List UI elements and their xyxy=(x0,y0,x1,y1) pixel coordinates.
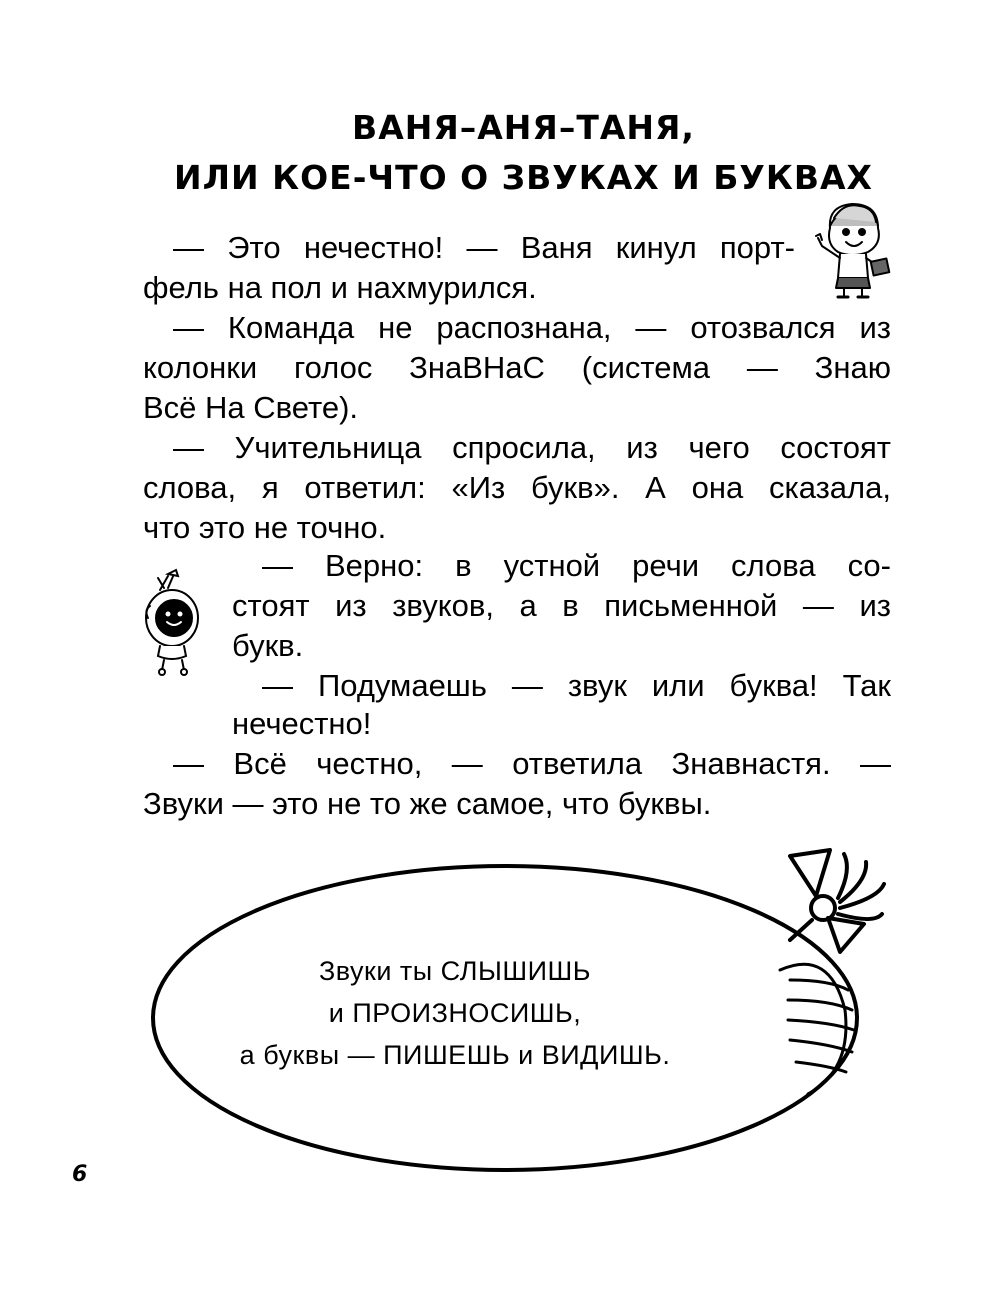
text-line: фель на пол и нахмурился. xyxy=(143,270,537,305)
text-line: — Это нечестно! — Ваня кинул порт- xyxy=(173,230,795,265)
text-line: слова, я ответил: «Из букв». А она сказала, xyxy=(143,470,891,505)
text-line: нечестно! xyxy=(232,706,372,741)
text-line: — Всё честно, — ответила Знавнастя. — xyxy=(173,746,891,781)
text-line: что это не точно. xyxy=(143,510,387,545)
text-line: стоят из звуков, а в письменной — из xyxy=(232,588,891,623)
bubble-text-line3: а буквы — ПИШЕШЬ и ВИДИШЬ. xyxy=(239,1040,671,1070)
bubble-text-line1: Звуки ты СЛЫШИШЬ xyxy=(318,956,592,986)
text-line: — Команда не распознана, — отозвался из xyxy=(173,310,891,345)
bubble-text-line2: и ПРОИЗНОСИШЬ, xyxy=(328,998,582,1028)
text-line: Звуки — это не то же самое, что буквы. xyxy=(143,786,712,821)
text-line: Всё На Свете). xyxy=(143,390,359,425)
robot-icon xyxy=(138,570,208,680)
text-line: — Подумаешь — звук или буква! Так xyxy=(262,668,891,703)
chapter-title-line1: ВАНЯ–АНЯ–ТАНЯ, xyxy=(352,108,695,147)
text-line: букв. xyxy=(232,628,304,663)
chapter-title-line2: ИЛИ КОЕ-ЧТО О ЗВУКАХ И БУКВАХ xyxy=(174,158,873,197)
page-number: 6 xyxy=(72,1162,88,1187)
text-line: — Верно: в устной речи слова со- xyxy=(262,548,891,583)
boy-icon xyxy=(808,200,898,300)
text-line: колонки голос ЗнаВНаС (система — Знаю xyxy=(143,350,891,385)
text-line: — Учительница спросила, из чего состоят xyxy=(173,430,891,465)
